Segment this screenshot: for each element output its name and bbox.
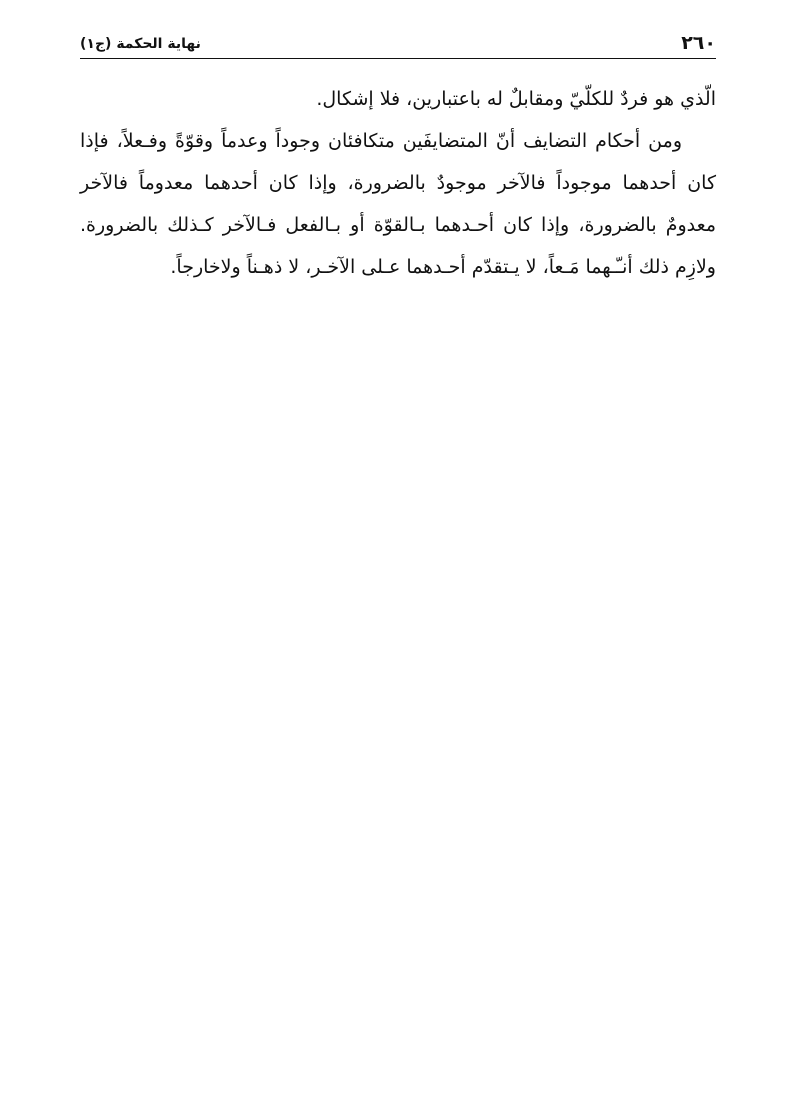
paragraph-continuation: الّذي هو فردٌ للكلّيّ ومقابلٌ له باعتبارين، فلا إشكال.	[316, 88, 716, 110]
body-text	[80, 78, 716, 288]
paragraph-tadayuf: ومن أحكام التضايف أنّ المتضايفَين متكافئان وجوداً وعدماً وقوّةً وفـعلاً، فإذا كان أحدهما موجوداً فالآخر موجودٌ بالضرورة، وإذا كان أحدهما معدوماً فالآخر معدومٌ بالضرورة، وإذا كان أحـدهما بـالقوّة أو بـالفعل فـالآخر كـذلك بالضرورة. ولازِم ذلك أنـّـهما مَـعاً، لا يـتقدّم أحـدهما عـلى الآخـر، لا ذهـناً ولاخارجاً.	[80, 130, 716, 278]
page-number: ٢٦٠	[681, 32, 716, 54]
header-rule	[80, 58, 716, 59]
page-header	[80, 26, 716, 60]
running-title: نهاية الحكمة (ج١)	[80, 36, 201, 52]
